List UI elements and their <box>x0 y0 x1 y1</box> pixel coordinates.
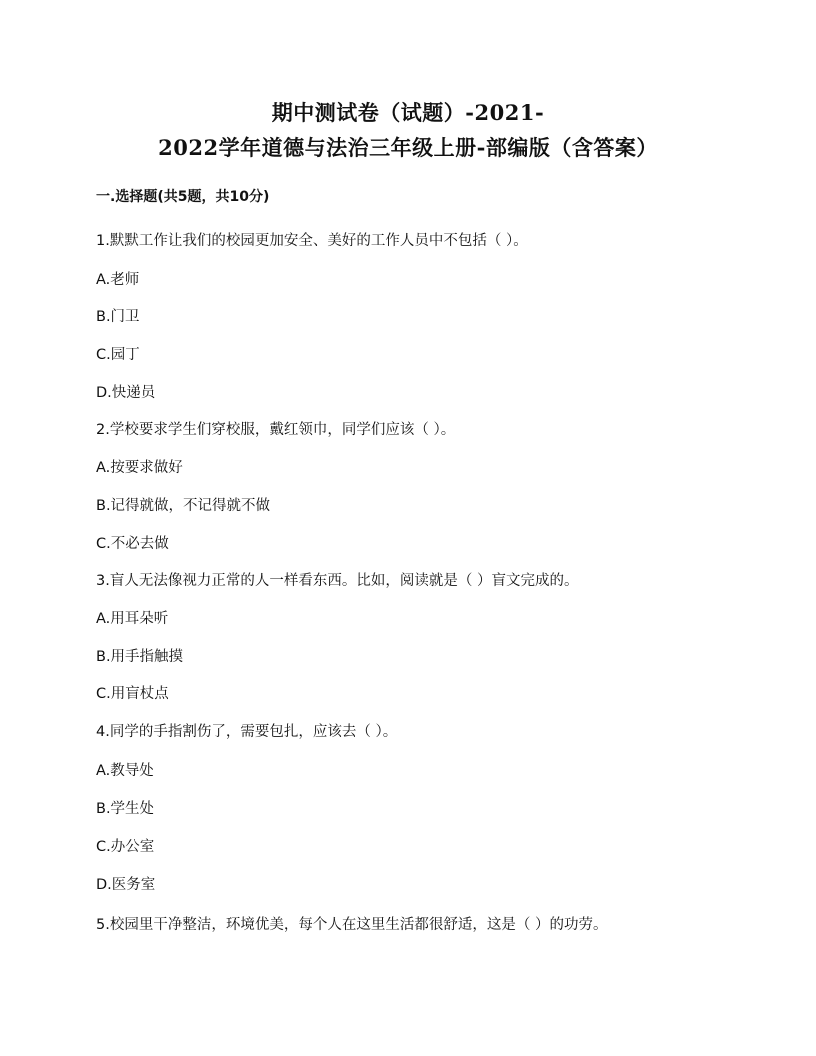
question-1-option-c: C.园丁 <box>96 347 140 363</box>
question-3-option-c: C.用盲杖点 <box>96 686 169 702</box>
question-4-option-d: D.医务室 <box>96 877 156 893</box>
section-heading: 一.选择题(共5题，共10分) <box>96 189 270 205</box>
question-3-option-b: B.用手指触摸 <box>96 649 184 665</box>
question-2-option-b: B.记得就做，不记得就不做 <box>96 498 271 514</box>
question-1-option-d: D.快递员 <box>96 385 156 401</box>
question-4-option-c: C.办公室 <box>96 839 155 855</box>
question-1-option-b: B.门卫 <box>96 309 140 325</box>
question-2-option-c: C.不必去做 <box>96 536 169 552</box>
question-2: 2.学校要求学生们穿校服，戴红领巾，同学们应该（ ）。 <box>96 422 456 438</box>
question-1-option-a: A.老师 <box>96 272 140 288</box>
question-2-option-a: A.按要求做好 <box>96 460 183 476</box>
question-4: 4.同学的手指割伤了，需要包扎，应该去（ ）。 <box>96 724 398 740</box>
question-1: 1.默默工作让我们的校园更加安全、美好的工作人员中不包括（ ）。 <box>96 233 528 249</box>
question-5: 5.校园里干净整洁，环境优美，每个人在这里生活都很舒适，这是（ ）的功劳。 <box>96 917 608 933</box>
question-3: 3.盲人无法像视力正常的人一样看东西。比如，阅读就是（ ）盲文完成的。 <box>96 573 579 589</box>
question-4-option-b: B.学生处 <box>96 801 155 817</box>
question-4-option-a: A.教导处 <box>96 763 154 779</box>
document-title-line-1: 期中测试卷（试题）-2021- <box>271 100 545 125</box>
document-title-line-2: 2022学年道德与法治三年级上册-部编版（含答案） <box>158 135 658 160</box>
question-3-option-a: A.用耳朵听 <box>96 611 169 627</box>
